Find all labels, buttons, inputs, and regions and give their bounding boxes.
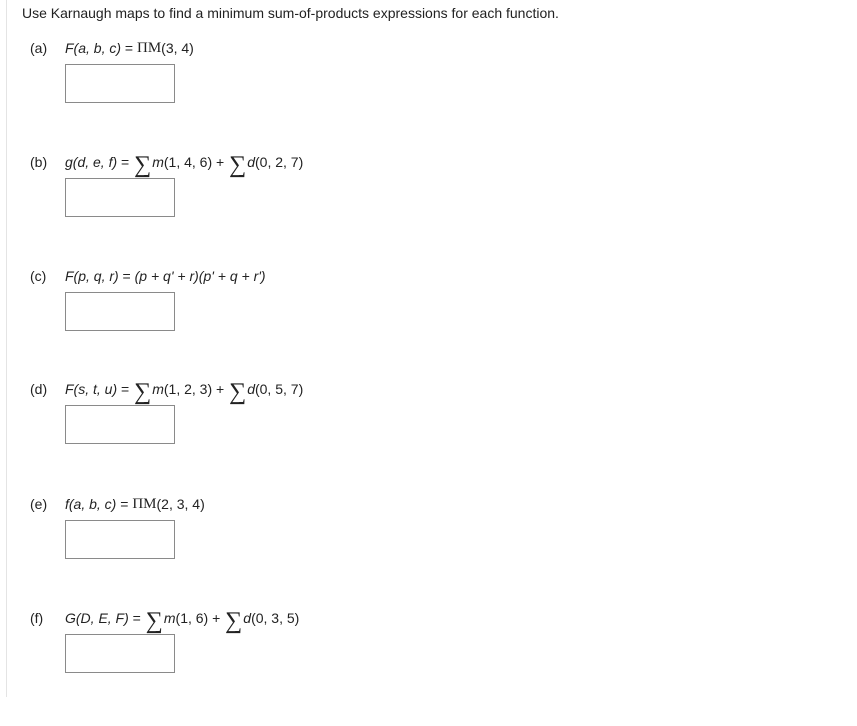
dontcare-list: (0, 3, 5) xyxy=(251,610,300,626)
answer-input-a[interactable] xyxy=(65,64,175,103)
function-lhs: f(a, b, c) xyxy=(65,496,117,512)
dontcare-prefix: d xyxy=(247,381,255,397)
part-b-question xyxy=(30,150,304,178)
part-f-question xyxy=(30,606,300,634)
function-expression xyxy=(65,268,266,284)
dontcare-prefix: d xyxy=(243,610,252,626)
function-lhs: F(p, q, r) xyxy=(65,268,119,284)
equals-sign: = xyxy=(118,268,135,284)
dontcare-list: (0, 5, 7) xyxy=(254,381,304,397)
minterm-prefix: m xyxy=(152,154,164,170)
product-of-maxterms-symbol: ΠM xyxy=(136,39,162,56)
sigma-minterms-symbol: ∑ xyxy=(134,379,152,405)
answer-input-e[interactable] xyxy=(65,520,175,559)
function-lhs: G(D, E, F) xyxy=(65,610,129,626)
part-d-question xyxy=(30,377,304,405)
function-expression xyxy=(65,40,194,57)
sigma-dontcares-symbol: ∑ xyxy=(225,608,243,634)
minterm-prefix: m xyxy=(152,381,164,397)
part-a xyxy=(0,36,857,156)
minterm-list: (1, 6) + xyxy=(175,610,225,626)
function-expression xyxy=(65,152,304,178)
function-expression xyxy=(65,608,300,634)
instruction-text: Use Karnaugh maps to find a minimum sum-of-products expressions for each function. xyxy=(22,5,559,21)
function-expression xyxy=(65,379,304,405)
part-label: (a) xyxy=(30,40,48,56)
part-label: (b) xyxy=(30,154,48,170)
equals-sign: = xyxy=(121,40,137,56)
dontcare-list: (0, 2, 7) xyxy=(255,154,304,170)
part-f xyxy=(0,606,857,726)
part-e-question xyxy=(30,492,205,516)
product-of-sums-expression: (p + q' + r)(p' + q + r') xyxy=(134,268,266,284)
part-e xyxy=(0,492,857,612)
part-c xyxy=(0,264,857,384)
sigma-minterms-symbol: ∑ xyxy=(145,608,163,634)
minterm-list: (1, 2, 3) + xyxy=(163,381,229,397)
equals-sign: = xyxy=(117,154,134,170)
part-label: (e) xyxy=(30,496,48,512)
function-lhs: g(d, e, f) xyxy=(65,154,118,170)
sigma-dontcares-symbol: ∑ xyxy=(229,379,247,405)
minterm-list: (1, 4, 6) + xyxy=(163,154,229,170)
function-lhs: F(s, t, u) xyxy=(65,381,118,397)
part-label: (d) xyxy=(30,381,48,397)
answer-input-b[interactable] xyxy=(65,178,175,217)
part-a-question xyxy=(30,36,194,60)
maxterm-list: (2, 3, 4) xyxy=(156,496,205,512)
dontcare-prefix: d xyxy=(247,154,255,170)
sigma-minterms-symbol: ∑ xyxy=(134,152,152,178)
part-c-question xyxy=(30,264,266,288)
product-of-maxterms-symbol: ΠM xyxy=(132,495,157,512)
part-label: (f) xyxy=(30,610,44,626)
minterm-prefix: m xyxy=(163,610,176,626)
answer-input-f[interactable] xyxy=(65,634,175,673)
sigma-dontcares-symbol: ∑ xyxy=(229,152,247,178)
answer-input-c[interactable] xyxy=(65,292,175,331)
equals-sign: = xyxy=(128,610,145,626)
equals-sign: = xyxy=(117,381,134,397)
answer-input-d[interactable] xyxy=(65,405,175,444)
function-expression xyxy=(65,496,205,513)
function-lhs: F(a, b, c) xyxy=(65,40,122,56)
part-b xyxy=(0,150,857,270)
part-d xyxy=(0,377,857,497)
part-label: (c) xyxy=(30,268,47,284)
maxterm-list: (3, 4) xyxy=(161,40,194,56)
equals-sign: = xyxy=(116,496,133,512)
